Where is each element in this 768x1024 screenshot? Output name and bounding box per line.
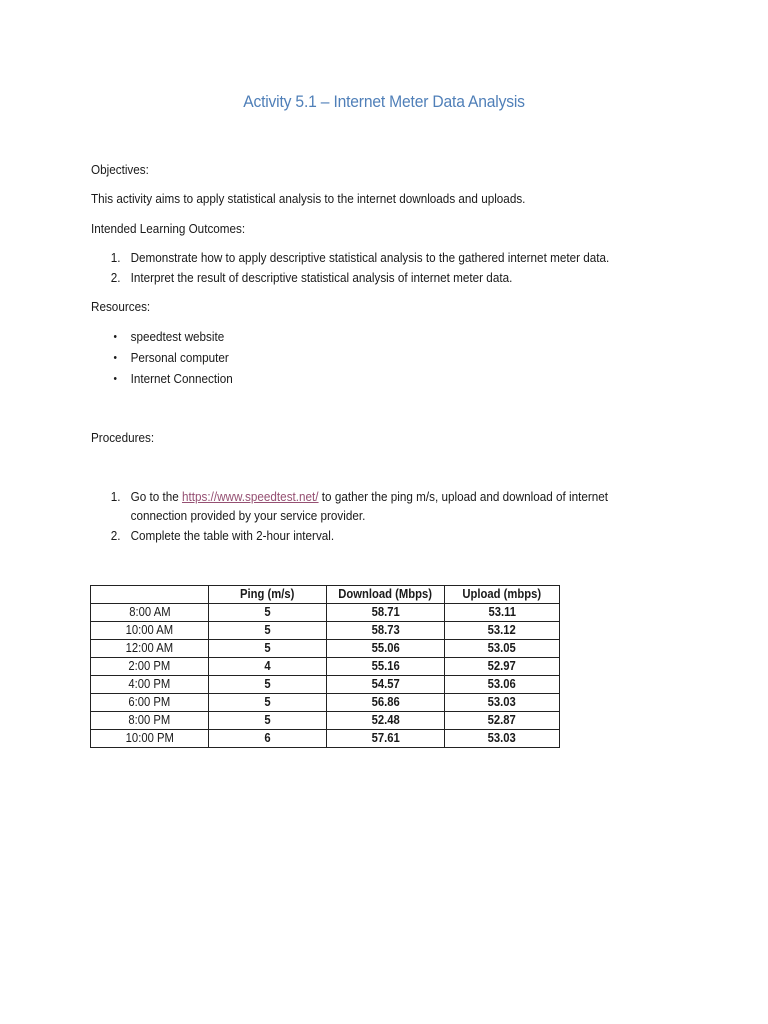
- download-cell: 56.86: [327, 694, 445, 712]
- ping-cell: 6: [209, 730, 327, 748]
- download-cell: 58.71: [327, 604, 445, 622]
- list-number: 1.: [110, 489, 121, 504]
- objective-text: This activity aims to apply statistical analysis to the internet downloads and uploads.: [91, 191, 526, 206]
- list-item-continuation: [91, 508, 608, 528]
- table-header-cell: Upload (mbps): [445, 586, 560, 604]
- time-cell: 4:00 PM: [91, 676, 209, 694]
- procedures-list: [91, 489, 665, 547]
- list-item-text: Demonstrate how to apply descriptive statistical analysis to the gathered internet meter data.: [130, 250, 610, 265]
- list-item: [91, 270, 609, 290]
- upload-cell: 53.11: [445, 604, 560, 622]
- list-number: 2.: [110, 270, 121, 285]
- page-title: Activity 5.1 – Internet Meter Data Analysis: [243, 92, 525, 111]
- time-cell: 10:00 AM: [91, 622, 209, 640]
- table-row: [91, 658, 560, 676]
- time-cell: 2:00 PM: [91, 658, 209, 676]
- list-item-text: Interpret the result of descriptive statistical analysis of internet meter data.: [130, 270, 513, 285]
- download-cell: 55.06: [327, 640, 445, 658]
- list-item: [91, 250, 609, 270]
- download-cell: 55.16: [327, 658, 445, 676]
- ping-cell: 4: [209, 658, 327, 676]
- table-header-cell: Download (Mbps): [327, 586, 445, 604]
- procedure-text-after: to gather the ping m/s, upload and download of internet: [318, 489, 609, 504]
- list-item: [91, 371, 233, 392]
- table-header-cell: Ping (m/s): [209, 586, 327, 604]
- list-item-text: speedtest website: [130, 329, 225, 344]
- list-item-text: Internet Connection: [130, 371, 233, 386]
- speed-data-table: [90, 585, 560, 748]
- time-cell: 6:00 PM: [91, 694, 209, 712]
- list-item: [91, 329, 233, 350]
- ping-cell: 5: [209, 604, 327, 622]
- list-item: [91, 528, 608, 547]
- list-number: 1.: [110, 250, 121, 265]
- ping-cell: 5: [209, 694, 327, 712]
- bullet-icon: •: [113, 352, 117, 364]
- table-row: [91, 604, 560, 622]
- table-header-row: [91, 586, 560, 604]
- objectives-heading: Objectives:: [91, 162, 149, 177]
- table-row: [91, 712, 560, 730]
- upload-cell: 53.05: [445, 640, 560, 658]
- bullet-icon: •: [113, 373, 117, 385]
- table-row: [91, 694, 560, 712]
- upload-cell: 53.03: [445, 730, 560, 748]
- resources-heading: Resources:: [91, 299, 151, 314]
- ping-cell: 5: [209, 676, 327, 694]
- ilo-heading: Intended Learning Outcomes:: [91, 221, 246, 236]
- resources-list: [91, 329, 248, 392]
- ping-cell: 5: [209, 622, 327, 640]
- procedure-text-before: Go to the: [130, 489, 182, 504]
- upload-cell: 53.12: [445, 622, 560, 640]
- table-row: [91, 622, 560, 640]
- list-item: [91, 489, 608, 508]
- ping-cell: 5: [209, 640, 327, 658]
- list-item: [91, 350, 233, 371]
- table-row: [91, 730, 560, 748]
- time-cell: 8:00 AM: [91, 604, 209, 622]
- ping-cell: 5: [209, 712, 327, 730]
- upload-cell: 52.97: [445, 658, 560, 676]
- upload-cell: 52.87: [445, 712, 560, 730]
- time-cell: 8:00 PM: [91, 712, 209, 730]
- ilo-list: [91, 250, 667, 290]
- download-cell: 54.57: [327, 676, 445, 694]
- upload-cell: 53.06: [445, 676, 560, 694]
- table-row: [91, 640, 560, 658]
- list-item-text: Personal computer: [130, 350, 229, 365]
- table-header-cell: [91, 586, 209, 604]
- download-cell: 52.48: [327, 712, 445, 730]
- download-cell: 58.73: [327, 622, 445, 640]
- time-cell: 12:00 AM: [91, 640, 209, 658]
- procedure-continuation-text: connection provided by your service provider.: [130, 508, 366, 523]
- upload-cell: 53.03: [445, 694, 560, 712]
- bullet-icon: •: [113, 331, 117, 343]
- list-number: 2.: [110, 528, 121, 543]
- table-row: [91, 676, 560, 694]
- speedtest-link[interactable]: https://www.speedtest.net/: [181, 489, 319, 504]
- time-cell: 10:00 PM: [91, 730, 209, 748]
- download-cell: 57.61: [327, 730, 445, 748]
- list-item-text: Complete the table with 2-hour interval.: [130, 528, 335, 543]
- procedures-heading: Procedures:: [91, 430, 155, 445]
